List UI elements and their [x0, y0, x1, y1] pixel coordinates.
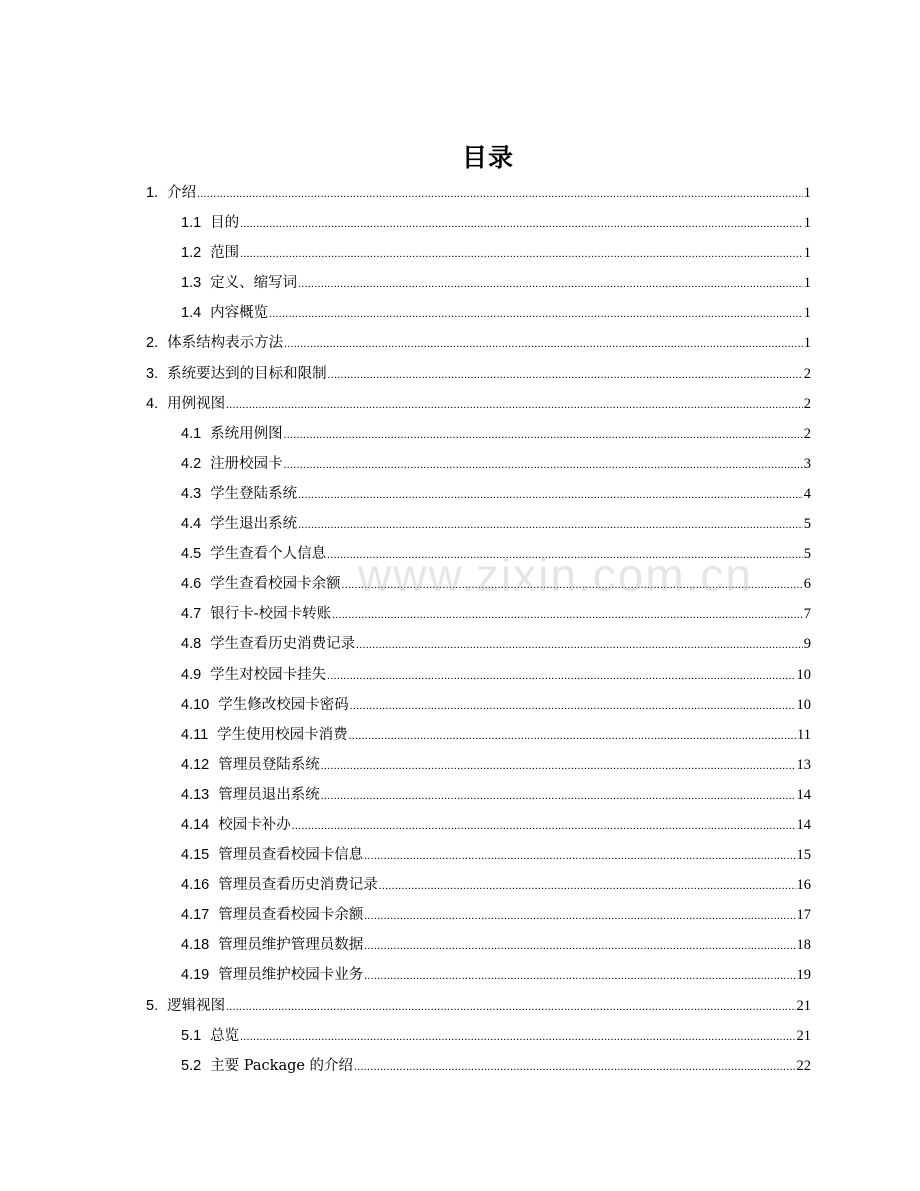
toc-entry-page: 2 — [803, 395, 811, 412]
toc-entry-label: 体系结构表示方法 — [167, 335, 284, 352]
toc-dot-leader — [292, 811, 796, 841]
toc-entry-number: 5.2 — [181, 1057, 202, 1074]
toc-entry-page: 22 — [796, 1057, 811, 1074]
toc-entry[interactable] — [146, 389, 811, 419]
toc-dot-leader — [240, 1022, 795, 1052]
toc-entry-number: 4.15 — [181, 847, 210, 864]
toc-entry-number: 2. — [146, 335, 159, 352]
toc-dot-leader — [364, 841, 795, 871]
toc-dot-leader — [197, 179, 803, 209]
toc-entry-number: 4.3 — [181, 485, 202, 502]
toc-entry-label: 管理员维护校园卡业务 — [218, 967, 364, 984]
toc-entry[interactable] — [146, 870, 811, 900]
toc-entry-number: 4.8 — [181, 636, 202, 653]
toc-entry-number: 5.1 — [181, 1027, 202, 1044]
toc-entry[interactable] — [146, 750, 811, 780]
toc-title: 目录 — [461, 143, 514, 172]
toc-entry-number: 4.18 — [181, 937, 210, 954]
toc-entry-label: 管理员退出系统 — [218, 786, 320, 803]
toc-entry-number: 1.4 — [181, 305, 202, 322]
toc-entry-label: 目的 — [210, 215, 240, 232]
toc-entry[interactable] — [146, 900, 811, 930]
toc-entry[interactable] — [146, 810, 811, 840]
toc-entry-label: 学生对校园卡挂失 — [210, 666, 327, 683]
toc-entry-page: 1 — [803, 305, 811, 322]
toc-dot-leader — [364, 901, 795, 931]
toc-entry-number: 3. — [146, 365, 159, 382]
toc-entry-number: 4.11 — [181, 726, 209, 743]
toc-dot-leader — [226, 992, 795, 1022]
toc-dot-leader — [298, 510, 803, 540]
toc-dot-leader — [354, 1052, 795, 1082]
toc-entry-page: 1 — [803, 245, 811, 262]
toc-entry-number: 4.10 — [181, 696, 210, 713]
toc-entry-page: 10 — [796, 666, 811, 683]
toc-entry[interactable] — [146, 328, 811, 358]
toc-dot-leader — [284, 329, 803, 359]
toc-entry-page: 14 — [796, 786, 811, 803]
toc-entry-label: 管理员查看校园卡余额 — [218, 907, 364, 924]
toc-entry-page: 10 — [796, 696, 811, 713]
toc-entry[interactable] — [146, 1021, 811, 1051]
toc-dot-leader — [364, 961, 795, 991]
toc-entry-page: 21 — [796, 1027, 811, 1044]
toc-dot-leader — [226, 390, 803, 420]
toc-entry[interactable] — [146, 840, 811, 870]
toc-entry[interactable] — [146, 991, 811, 1021]
toc-entry-number: 4.19 — [181, 967, 210, 984]
toc-entry-page: 17 — [796, 907, 811, 924]
toc-entry-page: 2 — [803, 365, 811, 382]
toc-dot-leader — [332, 600, 803, 630]
toc-entry[interactable] — [146, 780, 811, 810]
toc-entry-label: 学生登陆系统 — [210, 485, 298, 502]
toc-entry-number: 4.13 — [181, 786, 210, 803]
toc-entry-page: 2 — [803, 425, 811, 442]
toc-entry[interactable] — [146, 660, 811, 690]
toc-entry-label: 内容概览 — [210, 305, 269, 322]
toc-entry-page: 5 — [803, 546, 811, 563]
toc-entry-page: 1 — [803, 335, 811, 352]
toc-entry-page: 1 — [803, 215, 811, 232]
toc-dot-leader — [321, 781, 796, 811]
toc-entry-page: 6 — [803, 576, 811, 593]
toc-entry-number: 4. — [146, 395, 159, 412]
toc-entry-label: 系统要达到的目标和限制 — [167, 365, 327, 382]
toc-entry-number: 4.5 — [181, 546, 202, 563]
toc-entry[interactable] — [146, 930, 811, 960]
toc-entry-number: 1. — [146, 185, 159, 201]
toc-entry-page: 1 — [803, 275, 811, 292]
toc-entry-label: 逻辑视图 — [167, 997, 226, 1014]
toc-entry-label: 校园卡补办 — [218, 816, 291, 833]
toc-dot-leader — [321, 751, 796, 781]
toc-entry-label: 学生修改校园卡密码 — [218, 696, 349, 713]
toc-entry-label: 学生查看个人信息 — [210, 546, 327, 563]
toc-entry-label: 管理员查看历史消费记录 — [218, 877, 378, 894]
toc-dot-leader — [349, 721, 796, 751]
toc-dot-leader — [269, 299, 803, 329]
toc-entry[interactable] — [146, 449, 811, 479]
toc-entry-page: 14 — [796, 816, 811, 833]
toc-dot-leader — [284, 450, 803, 480]
toc-entry-page: 5 — [803, 516, 811, 533]
toc-dot-leader — [298, 480, 803, 510]
toc-entry[interactable] — [146, 359, 811, 389]
toc-dot-leader — [379, 871, 796, 901]
toc-entry-label: 管理员维护管理员数据 — [218, 937, 364, 954]
watermark: www.zixin.com.cn — [358, 549, 753, 601]
toc-entry-number: 4.6 — [181, 576, 202, 593]
toc-entry-page: 13 — [796, 756, 811, 773]
toc-entry-number: 4.7 — [181, 606, 202, 623]
toc-entry[interactable] — [146, 569, 811, 599]
toc-entry[interactable] — [146, 238, 811, 268]
toc-entry[interactable] — [146, 298, 811, 328]
toc-entry-number: 4.14 — [181, 816, 210, 833]
toc-entry-label: 学生退出系统 — [210, 516, 298, 533]
toc-entry[interactable] — [146, 629, 811, 659]
toc-entry-number: 1.1 — [181, 215, 202, 232]
toc-entry-label: 学生查看校园卡余额 — [210, 576, 341, 593]
toc-list — [146, 178, 811, 1081]
toc-dot-leader — [240, 209, 803, 239]
toc-dot-leader — [240, 239, 803, 269]
toc-entry-label: 用例视图 — [167, 395, 226, 412]
toc-entry-number: 1.3 — [181, 275, 202, 292]
toc-entry[interactable] — [146, 690, 811, 720]
toc-entry-page: 18 — [796, 937, 811, 954]
toc-entry[interactable] — [146, 419, 811, 449]
toc-entry-number: 4.4 — [181, 516, 202, 533]
toc-entry-label: 学生使用校园卡消费 — [217, 726, 348, 743]
toc-entry-page: 21 — [796, 997, 811, 1014]
toc-entry-label: 主要 Package 的介绍 — [210, 1057, 354, 1074]
toc-entry-label: 银行卡-校园卡转账 — [210, 606, 332, 623]
toc-dot-leader — [284, 420, 803, 450]
toc-entry-page: 11 — [797, 726, 811, 743]
toc-entry-label: 管理员查看校园卡信息 — [218, 847, 364, 864]
toc-entry-label: 范围 — [210, 245, 240, 262]
toc-entry[interactable] — [146, 720, 811, 750]
toc-dot-leader — [328, 360, 803, 390]
toc-dot-leader — [342, 570, 803, 600]
toc-entry[interactable] — [146, 208, 811, 238]
toc-entry-label: 注册校园卡 — [210, 455, 283, 472]
toc-dot-leader — [298, 269, 803, 299]
toc-entry[interactable] — [146, 178, 811, 208]
toc-entry-number: 4.9 — [181, 666, 202, 683]
toc-entry-page: 7 — [803, 606, 811, 623]
toc-entry-label: 管理员登陆系统 — [218, 756, 320, 773]
toc-entry-label: 介绍 — [167, 185, 197, 201]
toc-entry-page: 15 — [796, 847, 811, 864]
toc-entry-label: 总览 — [210, 1027, 240, 1044]
toc-entry-label: 学生查看历史消费记录 — [210, 636, 356, 653]
toc-entry-number: 4.12 — [181, 756, 210, 773]
toc-entry[interactable] — [146, 268, 811, 298]
toc-entry-page: 1 — [803, 185, 811, 201]
toc-entry-number: 4.1 — [181, 425, 202, 442]
toc-entry-page: 16 — [796, 877, 811, 894]
toc-entry[interactable] — [146, 539, 811, 569]
toc-entry[interactable] — [146, 1051, 811, 1081]
toc-entry-page: 4 — [803, 485, 811, 502]
toc-dot-leader — [327, 661, 795, 691]
toc-entry-label: 系统用例图 — [210, 425, 283, 442]
toc-dot-leader — [327, 540, 803, 570]
toc-dot-leader — [356, 630, 803, 660]
toc-dot-leader — [364, 931, 795, 961]
toc-entry-number: 4.16 — [181, 877, 210, 894]
toc-entry[interactable] — [146, 599, 811, 629]
toc-entry[interactable] — [146, 960, 811, 990]
toc-dot-leader — [350, 691, 796, 721]
toc-entry-page: 3 — [803, 455, 811, 472]
toc-entry-number: 1.2 — [181, 245, 202, 262]
toc-entry-page: 19 — [796, 967, 811, 984]
toc-entry[interactable] — [146, 509, 811, 539]
toc-entry-number: 4.17 — [181, 907, 210, 924]
toc-entry-number: 4.2 — [181, 455, 202, 472]
toc-entry-label: 定义、缩写词 — [210, 275, 298, 292]
toc-entry[interactable] — [146, 479, 811, 509]
toc-entry-number: 5. — [146, 997, 159, 1014]
toc-entry-page: 9 — [803, 636, 811, 653]
